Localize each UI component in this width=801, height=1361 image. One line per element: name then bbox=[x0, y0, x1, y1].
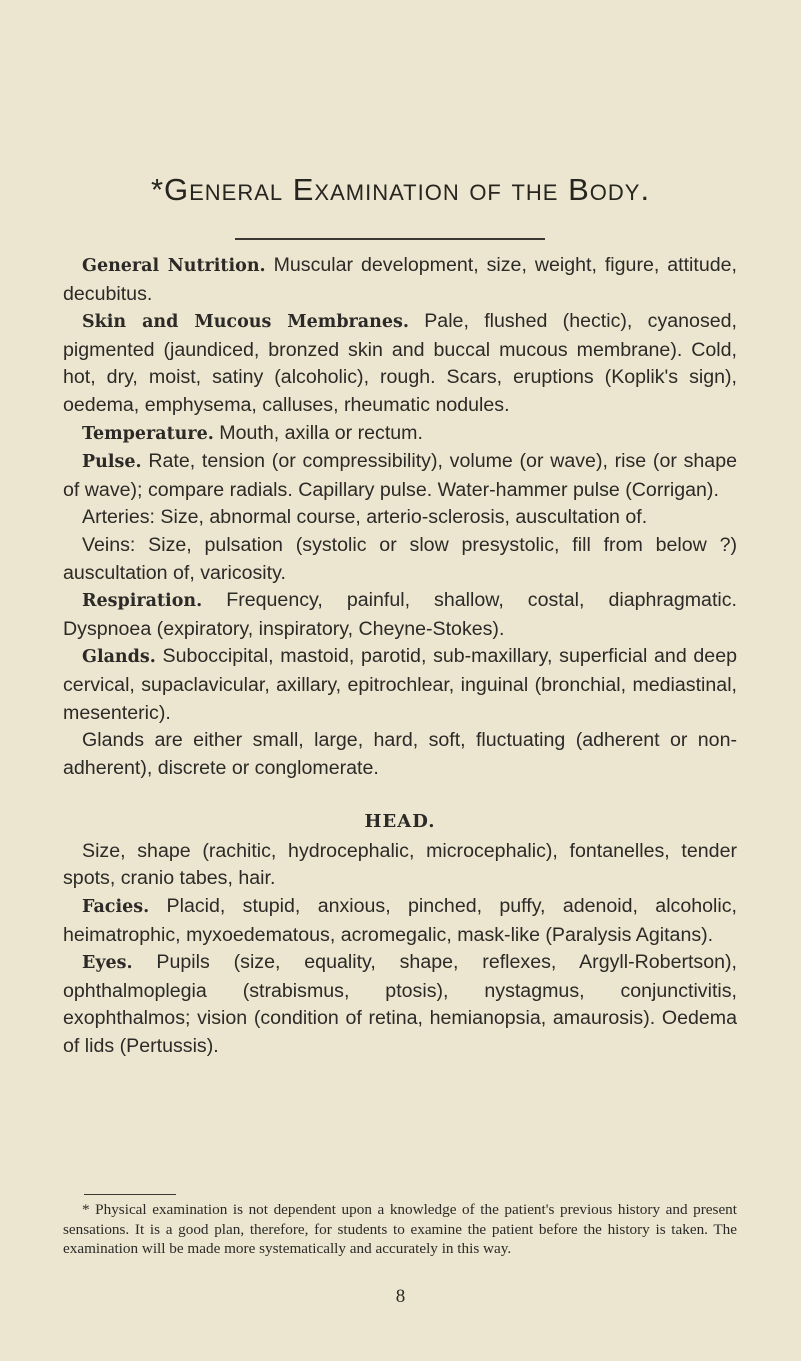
page-title: *General Examination of the Body. bbox=[150, 172, 651, 207]
paragraph-temperature bbox=[63, 420, 737, 449]
paragraph-heading: Eyes. bbox=[82, 953, 133, 974]
paragraph-glands-detail bbox=[63, 727, 737, 782]
paragraph-arteries bbox=[63, 504, 737, 532]
paragraph-facies bbox=[63, 893, 737, 949]
paragraph-glands bbox=[63, 643, 737, 727]
paragraph-pulse bbox=[63, 448, 737, 504]
footnote bbox=[63, 1200, 737, 1259]
paragraph-text: Mouth, axilla or rectum. bbox=[213, 421, 423, 444]
paragraph-text: Pupils (size, equality, shape, reflexes, Argyll-Robertson), ophthalmoplegia (strabismus, ptosis), nystagmus, conjunctivitis, exophthalmos; vision (condition of retina, hemianopsia, amaurosis). Oedema of lids (Pertussis). bbox=[63, 951, 737, 1058]
paragraph-text: Suboccipital, mastoid, parotid, sub-maxillary, superficial and deep cervical, supaclavicular, axillary, epitrochlear, inguinal (bronchial, mediastinal, mesenteric). bbox=[63, 645, 737, 724]
title-rule bbox=[235, 238, 545, 240]
paragraph-heading: Temperature. bbox=[82, 423, 214, 444]
section-heading-head: HEAD. bbox=[364, 811, 436, 833]
paragraph-text: Rate, tension (or compressibility), volume (or wave), rise (or shape of wave); compare radials. Capillary pulse. Water-hammer pulse (Corrigan). bbox=[63, 450, 737, 501]
paragraph-general-nutrition bbox=[63, 252, 737, 308]
paragraph-text: Placid, stupid, anxious, pinched, puffy, adenoid, alcoholic, heimatrophic, myxoedematous, acromegalic, mask-like (Paralysis Agitans). bbox=[63, 895, 737, 946]
paragraph-skin bbox=[63, 308, 737, 419]
paragraph-heading: Pulse. bbox=[82, 452, 142, 473]
page-body bbox=[63, 252, 737, 1061]
footnote-text: * Physical examination is not dependent upon a knowledge of the patient's previous history and present sensations. It is a good plan, therefore, for students to examine the patient before the history is taken. The examination will be made more systematically and accurately in this way. bbox=[63, 1201, 737, 1257]
paragraph-text: Size, shape (rachitic, hydrocephalic, microcephalic), fontanelles, tender spots, cranio tabes, hair. bbox=[63, 839, 737, 890]
paragraph-text: Muscular development, size, weight, figure, attitude, decubitus. bbox=[63, 254, 737, 305]
page-number: 8 bbox=[395, 1286, 406, 1307]
paragraph-text: Arteries: Size, abnormal course, arterio-sclerosis, auscultation of. bbox=[82, 506, 648, 529]
paragraph-respiration bbox=[63, 587, 737, 643]
paragraph-heading: General Nutrition. bbox=[82, 256, 266, 276]
footnote-rule bbox=[84, 1194, 176, 1195]
paragraph-veins bbox=[63, 532, 737, 587]
paragraph-heading: Facies. bbox=[82, 897, 150, 918]
paragraph-heading: Skin and Mucous Membranes. bbox=[82, 312, 409, 333]
paragraph-text: Pale, flushed (hectic), cyanosed, pigmented (jaundiced, bronzed skin and buccal mucous membrane). Cold, hot, dry, moist, satiny (alcoholic), rough. Scars, eruptions (Koplik's sign), oedema, emphysema, calluses, rheumatic nodules. bbox=[63, 310, 737, 416]
paragraph-heading: Glands. bbox=[82, 647, 156, 668]
paragraph-text: Glands are either small, large, hard, soft, fluctuating (adherent or non-adherent), discrete or conglomerate. bbox=[63, 729, 737, 779]
paragraph-text: Veins: Size, pulsation (systolic or slow presystolic, fill from below ?) auscultation of, varicosity. bbox=[63, 533, 737, 584]
paragraph-text: Frequency, painful, shallow, costal, diaphragmatic. Dyspnoea (expiratory, inspiratory, Cheyne-Stokes). bbox=[63, 589, 737, 640]
paragraph-eyes bbox=[63, 949, 737, 1060]
paragraph-heading: Respiration. bbox=[82, 591, 203, 612]
paragraph-head-size bbox=[63, 838, 737, 893]
